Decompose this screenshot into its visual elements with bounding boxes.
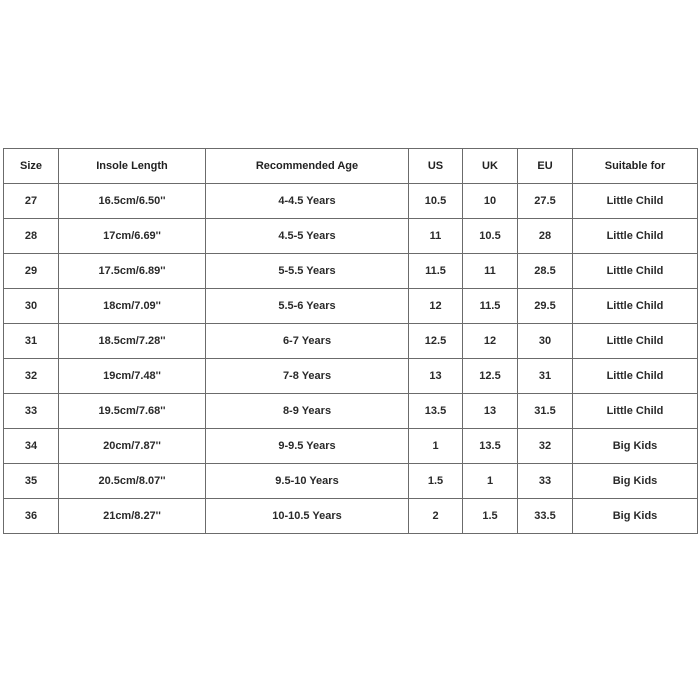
cell-recommended-age: 6-7 Years	[206, 324, 409, 359]
table-row	[4, 429, 698, 464]
cell-recommended-age: 4.5-5 Years	[206, 219, 409, 254]
table-row	[4, 394, 698, 429]
cell-insole-length: 18.5cm/7.28''	[59, 324, 206, 359]
cell-us: 13	[409, 359, 463, 394]
cell-uk: 11	[463, 254, 518, 289]
cell-us: 11	[409, 219, 463, 254]
cell-insole-length: 18cm/7.09''	[59, 289, 206, 324]
cell-us: 1	[409, 429, 463, 464]
cell-size: 29	[4, 254, 59, 289]
cell-recommended-age: 8-9 Years	[206, 394, 409, 429]
cell-suitable-for: Little Child	[573, 184, 698, 219]
cell-us: 11.5	[409, 254, 463, 289]
cell-suitable-for: Big Kids	[573, 429, 698, 464]
cell-uk: 12.5	[463, 359, 518, 394]
cell-uk: 1.5	[463, 499, 518, 534]
cell-us: 10.5	[409, 184, 463, 219]
table-row	[4, 464, 698, 499]
cell-suitable-for: Big Kids	[573, 499, 698, 534]
cell-eu: 31	[518, 359, 573, 394]
cell-uk: 12	[463, 324, 518, 359]
cell-suitable-for: Big Kids	[573, 464, 698, 499]
table-row	[4, 219, 698, 254]
cell-eu: 28	[518, 219, 573, 254]
cell-uk: 13.5	[463, 429, 518, 464]
cell-size: 35	[4, 464, 59, 499]
cell-uk: 10	[463, 184, 518, 219]
column-header-recommended-age: Recommended Age	[206, 149, 409, 184]
cell-eu: 30	[518, 324, 573, 359]
cell-us: 2	[409, 499, 463, 534]
cell-suitable-for: Little Child	[573, 289, 698, 324]
cell-us: 12	[409, 289, 463, 324]
cell-suitable-for: Little Child	[573, 359, 698, 394]
cell-eu: 27.5	[518, 184, 573, 219]
cell-us: 1.5	[409, 464, 463, 499]
cell-uk: 11.5	[463, 289, 518, 324]
cell-eu: 29.5	[518, 289, 573, 324]
table-body	[4, 184, 698, 534]
table-row	[4, 254, 698, 289]
cell-insole-length: 20cm/7.87''	[59, 429, 206, 464]
cell-size: 28	[4, 219, 59, 254]
cell-us: 12.5	[409, 324, 463, 359]
column-header-eu: EU	[518, 149, 573, 184]
table-row	[4, 359, 698, 394]
header-row	[4, 149, 698, 184]
cell-size: 27	[4, 184, 59, 219]
cell-size: 31	[4, 324, 59, 359]
cell-suitable-for: Little Child	[573, 219, 698, 254]
cell-eu: 31.5	[518, 394, 573, 429]
cell-insole-length: 20.5cm/8.07''	[59, 464, 206, 499]
cell-eu: 28.5	[518, 254, 573, 289]
cell-size: 36	[4, 499, 59, 534]
cell-insole-length: 17.5cm/6.89''	[59, 254, 206, 289]
table-row	[4, 289, 698, 324]
cell-eu: 32	[518, 429, 573, 464]
cell-recommended-age: 7-8 Years	[206, 359, 409, 394]
column-header-insole-length: Insole Length	[59, 149, 206, 184]
cell-us: 13.5	[409, 394, 463, 429]
cell-eu: 33.5	[518, 499, 573, 534]
cell-uk: 1	[463, 464, 518, 499]
cell-insole-length: 19cm/7.48''	[59, 359, 206, 394]
cell-recommended-age: 10-10.5 Years	[206, 499, 409, 534]
cell-recommended-age: 9.5-10 Years	[206, 464, 409, 499]
cell-uk: 10.5	[463, 219, 518, 254]
cell-suitable-for: Little Child	[573, 394, 698, 429]
table-row	[4, 184, 698, 219]
cell-suitable-for: Little Child	[573, 254, 698, 289]
cell-insole-length: 17cm/6.69''	[59, 219, 206, 254]
cell-recommended-age: 9-9.5 Years	[206, 429, 409, 464]
cell-suitable-for: Little Child	[573, 324, 698, 359]
cell-insole-length: 16.5cm/6.50''	[59, 184, 206, 219]
cell-size: 32	[4, 359, 59, 394]
cell-recommended-age: 4-4.5 Years	[206, 184, 409, 219]
cell-size: 33	[4, 394, 59, 429]
table-row	[4, 499, 698, 534]
cell-size: 34	[4, 429, 59, 464]
column-header-uk: UK	[463, 149, 518, 184]
column-header-suitable-for: Suitable for	[573, 149, 698, 184]
column-header-size: Size	[4, 149, 59, 184]
cell-recommended-age: 5.5-6 Years	[206, 289, 409, 324]
cell-size: 30	[4, 289, 59, 324]
cell-insole-length: 19.5cm/7.68''	[59, 394, 206, 429]
table-row	[4, 324, 698, 359]
cell-eu: 33	[518, 464, 573, 499]
cell-recommended-age: 5-5.5 Years	[206, 254, 409, 289]
column-header-us: US	[409, 149, 463, 184]
size-chart-table	[3, 148, 698, 534]
cell-insole-length: 21cm/8.27''	[59, 499, 206, 534]
cell-uk: 13	[463, 394, 518, 429]
